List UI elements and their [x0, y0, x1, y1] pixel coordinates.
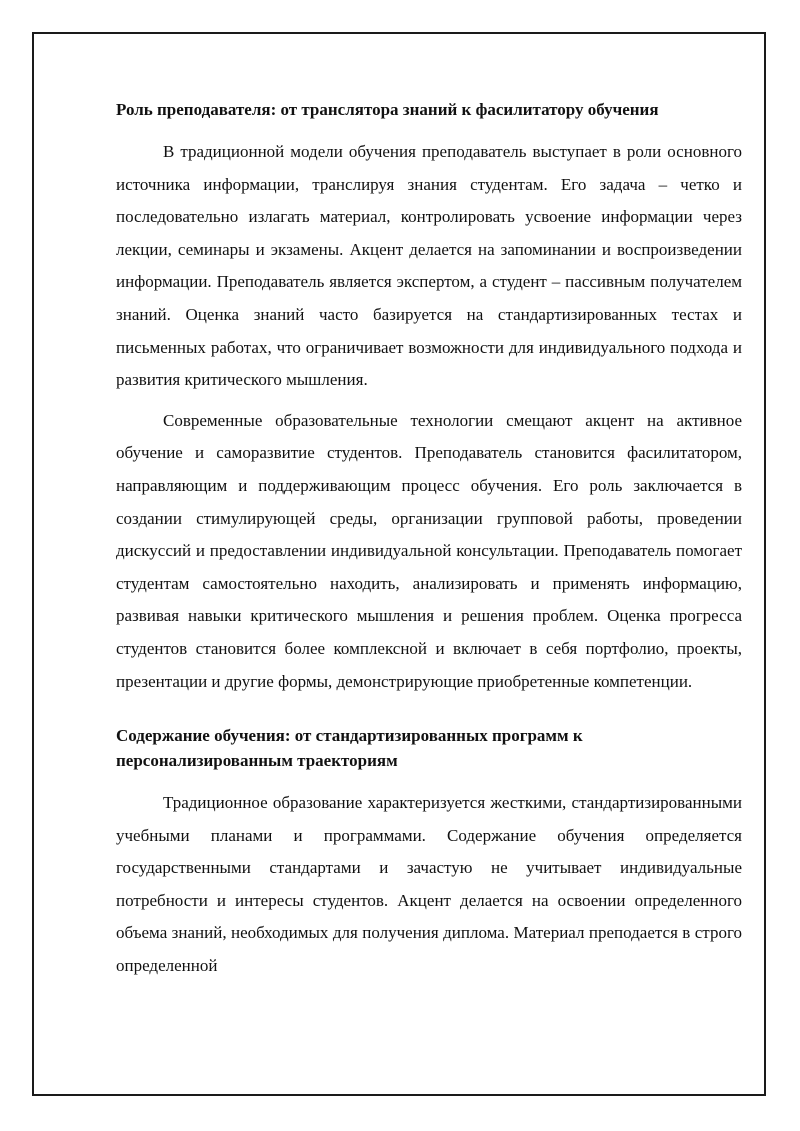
- section-heading: Содержание обучения: от стандартизированных программ к персонализированным траекториям: [116, 726, 583, 771]
- section-learning-content: [116, 723, 742, 983]
- paragraph: Современные образовательные технологии смещают акцент на активное обучение и саморазвитие студентов. Преподаватель становится фасилитатором, направляющим и поддерживающим процесс обучения. Его роль заключается в создании стимулирующей среды, организации групповой работы, проведении дискуссий и предоставлении индивидуальной консультации. Преподаватель помогает студентам самостоятельно находить, анализировать и применять информацию, развивая навыки критического мышления и решения проблем. Оценка прогресса студентов становится более комплексной и включает в себя портфолио, проекты, презентации и другие формы, демонстрирующие приобретенные компетенции.: [116, 410, 742, 691]
- paragraph: В традиционной модели обучения преподаватель выступает в роли основного источника информации, транслируя знания студентам. Его задача – четко и последовательно излагать материал, контролировать усвоение информации через лекции, семинары и экзамены. Акцент делается на запоминании и воспроизведении информации. Преподаватель является экспертом, а студент – пассивным получателем знаний. Оценка знаний часто базируется на стандартизированных тестах и письменных работах, что ограничивает возможности для индивидуального подхода и развития критического мышления.: [116, 142, 742, 390]
- section-teacher-role: [116, 97, 742, 698]
- document-body: [116, 97, 742, 991]
- section-heading: Роль преподавателя: от транслятора знаний к фасилитатору обучения: [116, 100, 659, 119]
- paragraph: Традиционное образование характеризуется жесткими, стандартизированными учебными планами и программами. Содержание обучения определяется государственными стандартами и зачастую не учитывает индивидуальные потребности и интересы студентов. Акцент делается на освоении определенного объема знаний, необходимых для получения диплома. Материал преподается в строго определенной: [116, 793, 742, 976]
